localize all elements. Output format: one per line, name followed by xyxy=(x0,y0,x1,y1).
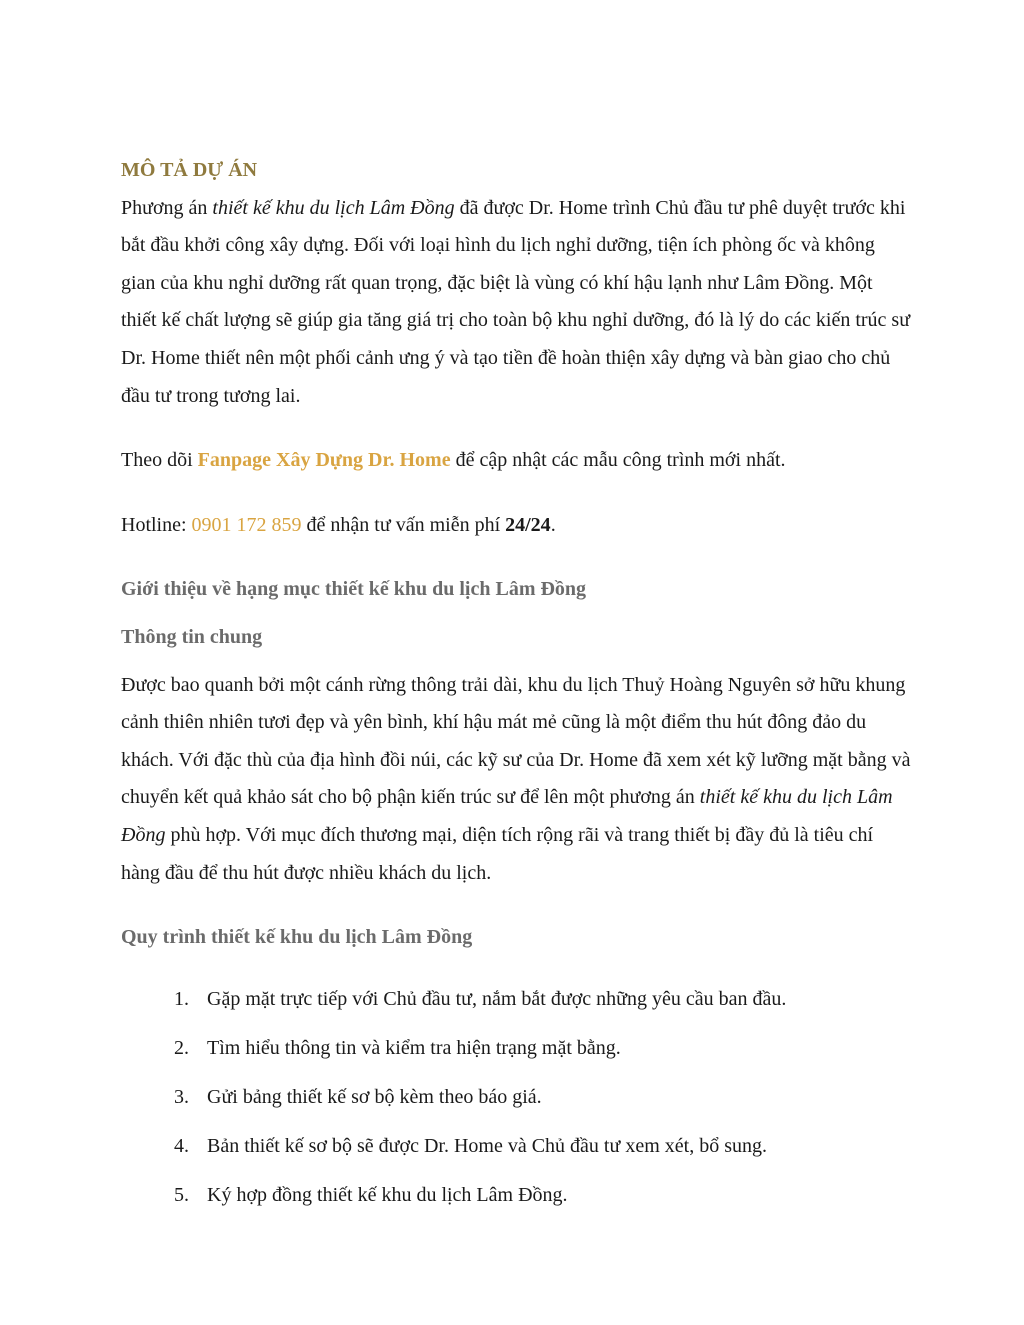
process-step xyxy=(121,1079,911,1117)
project-description-heading: MÔ TẢ DỰ ÁN xyxy=(121,159,258,181)
process-step xyxy=(121,1177,911,1215)
hotline-middle: để nhận tư vấn miễn phí xyxy=(301,513,506,536)
document-page xyxy=(121,152,911,1226)
step-number: 5. xyxy=(174,1184,189,1207)
fanpage-link[interactable]: Fanpage Xây Dựng Dr. Home xyxy=(197,449,451,472)
follow-paragraph xyxy=(121,442,911,480)
step-text: Gặp mặt trực tiếp với Chủ đầu tư, nắm bắt được những yêu cầu ban đầu. xyxy=(207,987,787,1010)
step-number: 1. xyxy=(174,987,189,1010)
process-step xyxy=(121,1030,911,1068)
follow-prefix: Theo dõi xyxy=(121,449,198,472)
process-steps-list xyxy=(121,981,911,1215)
general-info-italic-term: thiết kế khu du lịch Lâm Đồng xyxy=(121,786,893,846)
hotline-phone-link[interactable]: 0901 172 859 xyxy=(191,513,302,536)
general-info-text-1: Được bao quanh bởi một cánh rừng thông trải dài, khu du lịch Thuỷ Hoàng Nguyên sở hữu khung cảnh thiên nhiên tươi đẹp và yên bình, khí hậu mát mẻ cũng là một điểm thu hút đông đảo du khách. Với đặc thù của địa hình đồi núi, các kỹ sư của Dr. Home đã xem xét kỹ lưỡng mặt bằng và chuyển kết quả khảo sát cho bộ phận kiến trúc sư để lên một phương án xyxy=(121,673,911,809)
step-text: Gửi bảng thiết kế sơ bộ kèm theo báo giá. xyxy=(207,1085,542,1108)
hotline-prefix: Hotline: xyxy=(121,513,192,536)
step-text: Tìm hiểu thông tin và kiểm tra hiện trạng mặt bằng. xyxy=(207,1036,621,1059)
general-info-heading: Thông tin chung xyxy=(121,625,263,648)
general-info-paragraph xyxy=(121,667,911,893)
process-heading: Quy trình thiết kế khu du lịch Lâm Đồng xyxy=(121,926,473,949)
intro-italic-term: thiết kế khu du lịch Lâm Đồng xyxy=(212,196,455,219)
step-number: 2. xyxy=(174,1036,189,1059)
intro-text-1: Phương án xyxy=(121,196,213,219)
hotline-paragraph xyxy=(121,507,911,545)
process-step xyxy=(121,981,911,1019)
follow-suffix: để cập nhật các mẫu công trình mới nhất. xyxy=(450,449,786,472)
project-intro-paragraph xyxy=(121,190,911,416)
step-text: Bản thiết kế sơ bộ sẽ được Dr. Home và Chủ đầu tư xem xét, bổ sung. xyxy=(207,1134,767,1157)
step-number: 3. xyxy=(174,1085,189,1108)
step-number: 4. xyxy=(174,1134,189,1157)
process-step xyxy=(121,1128,911,1166)
general-info-text-2: phù hợp. Với mục đích thương mại, diện tích rộng rãi và trang thiết bị đầy đủ là tiêu chí hàng đầu để thu hút được nhiều khách du lịch. xyxy=(121,823,874,884)
hotline-hours: 24/24 xyxy=(505,513,551,536)
step-text: Ký hợp đồng thiết kế khu du lịch Lâm Đồng. xyxy=(207,1184,568,1207)
intro-section-heading: Giới thiệu về hạng mục thiết kế khu du lịch Lâm Đồng xyxy=(121,578,587,601)
intro-text-2: đã được Dr. Home trình Chủ đầu tư phê duyệt trước khi bắt đầu khởi công xây dựng. Đối với loại hình du lịch nghỉ dưỡng, tiện ích phòng ốc và không gian của khu nghỉ dưỡng rất quan trọng, đặc biệt là vùng có khí hậu lạnh như Lâm Đồng. Một thiết kế chất lượng sẽ giúp gia tăng giá trị cho toàn bộ khu nghỉ dưỡng, đó là lý do các kiến trúc sư Dr. Home thiết nên một phối cảnh ưng ý và tạo tiền đề hoàn thiện xây dựng và bàn giao cho chủ đầu tư trong tương lai. xyxy=(121,196,911,407)
hotline-suffix: . xyxy=(550,513,556,536)
